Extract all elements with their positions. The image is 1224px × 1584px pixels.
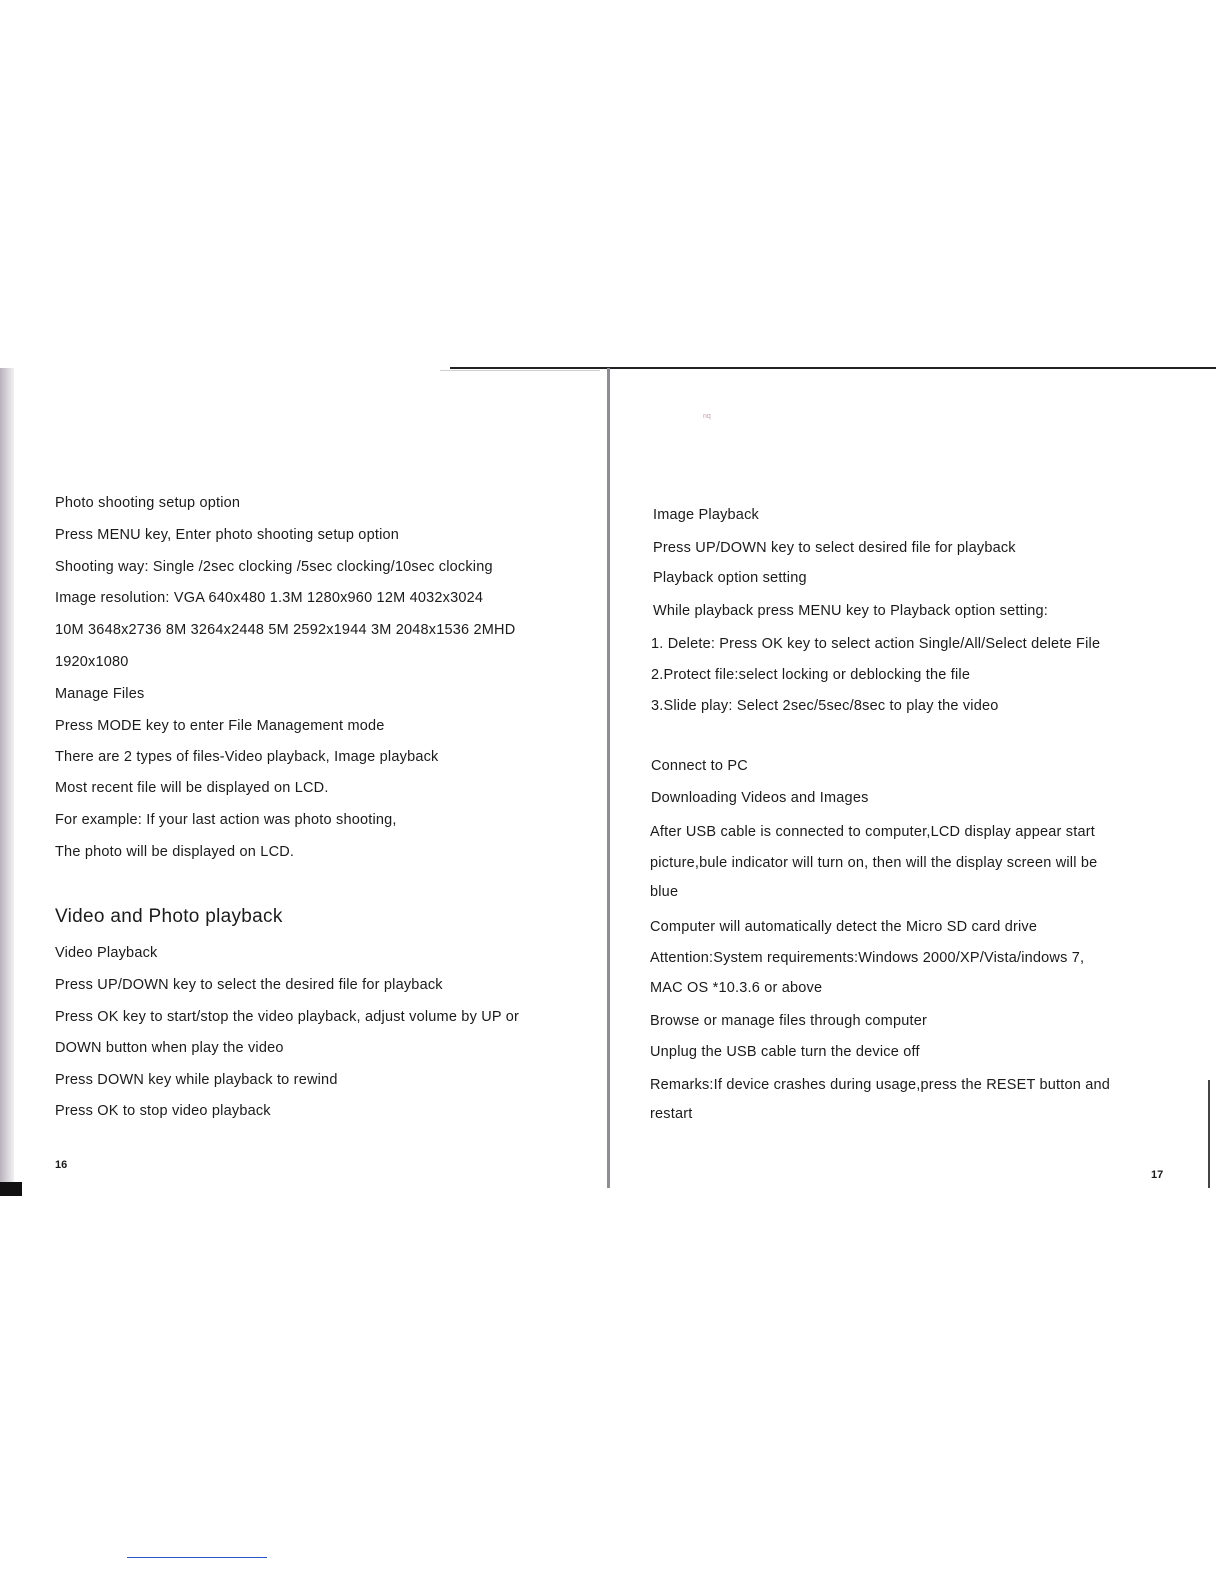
left-line: The photo will be displayed on LCD. <box>55 844 295 860</box>
left-line: Press MODE key to enter File Management mode <box>55 718 385 734</box>
right-line: After USB cable is connected to computer,LCD display appear start <box>650 824 1095 840</box>
right-line: Press UP/DOWN key to select desired file for playback <box>653 540 1016 556</box>
right-line: Attention:System requirements:Windows 2000/XP/Vista/indows 7, <box>650 950 1085 966</box>
left-line: Press MENU key, Enter photo shooting setup option <box>55 527 400 543</box>
left-line: DOWN button when play the video <box>55 1040 284 1056</box>
left-line: Manage Files <box>55 686 145 702</box>
left-line: Press DOWN key while playback to rewind <box>55 1072 338 1088</box>
left-line: For example: If your last action was photo shooting, <box>55 812 397 828</box>
right-line: While playback press MENU key to Playback option setting: <box>653 603 1049 619</box>
page-gutter <box>607 368 610 1188</box>
left-line: Shooting way: Single /2sec clocking /5sec clocking/10sec clocking <box>55 559 493 575</box>
right-line: 1. Delete: Press OK key to select action Single/All/Select delete File <box>651 636 1101 652</box>
left-line: Video Playback <box>55 945 158 961</box>
left-line: Press OK key to start/stop the video playback, adjust volume by UP or <box>55 1009 520 1025</box>
scan-edge-corner <box>0 1182 22 1196</box>
right-line: restart <box>650 1106 693 1122</box>
right-line: Connect to PC <box>651 758 748 774</box>
left-line: 10M 3648x2736 8M 3264x2448 5M 2592x1944 3M 2048x1536 2MHD <box>55 622 516 638</box>
right-line: Image Playback <box>653 507 759 523</box>
top-rule <box>450 367 1216 369</box>
scan-speck: nq <box>703 413 711 420</box>
right-line: 3.Slide play: Select 2sec/5sec/8sec to play the video <box>651 698 999 714</box>
scan-edge-left <box>0 368 14 1196</box>
bottom-link-underline <box>127 1557 267 1558</box>
top-rule-faint <box>440 370 600 371</box>
left-line: There are 2 types of files-Video playback, Image playback <box>55 749 439 765</box>
right-line: blue <box>650 884 679 900</box>
left-line: Image resolution: VGA 640x480 1.3M 1280x960 12M 4032x3024 <box>55 590 484 606</box>
scan-edge-right <box>1208 1080 1210 1188</box>
left-line: Photo shooting setup option <box>55 495 241 511</box>
left-line: Press OK to stop video playback <box>55 1103 271 1119</box>
right-line: 2.Protect file:select locking or deblocking the file <box>651 667 971 683</box>
left-line: Press UP/DOWN key to select the desired file for playback <box>55 977 443 993</box>
right-line: Computer will automatically detect the Micro SD card drive <box>650 919 1038 935</box>
right-line: picture,bule indicator will turn on, then will the display screen will be <box>650 855 1098 871</box>
section-heading: Video and Photo playback <box>55 906 283 927</box>
right-line: Browse or manage files through computer <box>650 1013 927 1029</box>
page-number-left: 16 <box>55 1159 68 1171</box>
left-line: Most recent file will be displayed on LCD. <box>55 780 329 796</box>
left-line: 1920x1080 <box>55 654 129 670</box>
page-number-right: 17 <box>1151 1169 1164 1181</box>
right-line: Remarks:If device crashes during usage,press the RESET button and <box>650 1077 1111 1093</box>
right-line: Downloading Videos and Images <box>651 790 869 806</box>
right-line: Playback option setting <box>653 570 807 586</box>
right-line: MAC OS *10.3.6 or above <box>650 980 823 996</box>
right-line: Unplug the USB cable turn the device off <box>650 1044 920 1060</box>
